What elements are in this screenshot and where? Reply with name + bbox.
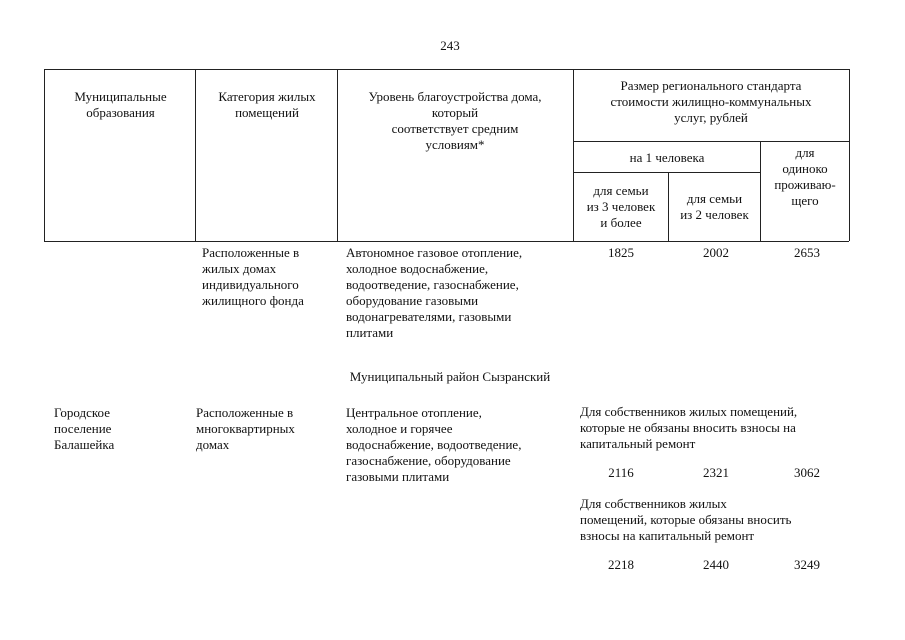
- col-border-0: [44, 69, 45, 241]
- header-category: Категория жилых помещений: [218, 89, 316, 120]
- page-number: 243: [440, 38, 460, 53]
- col-border-3: [573, 69, 574, 241]
- row1-value-single: 2653: [794, 245, 820, 260]
- row2b-value-single: 3249: [794, 557, 820, 572]
- col-border-2: [337, 69, 338, 241]
- header-municipalities: Муниципальные образования: [74, 89, 167, 120]
- row2b-value-family2: 2440: [703, 557, 729, 572]
- header-single-resident: для одиноко проживаю- щего: [774, 145, 836, 208]
- row2a-value-family2: 2321: [703, 465, 729, 480]
- row1-category: Расположенные в жилых домах индивидуального жилищного фонда: [202, 245, 304, 308]
- row2-level: Центральное отопление, холодное и горячее водоснабжение, водоотведение, газоснабжение, оборудование газовыми плитами: [346, 405, 522, 484]
- header-improvement-level: Уровень благоустройства дома, который соответствует средним условиям*: [368, 89, 542, 152]
- col-border-1: [195, 69, 196, 241]
- row2a-value-single: 3062: [794, 465, 820, 480]
- row2-municipality: Городское поселение Балашейка: [54, 405, 115, 452]
- header-family-2: для семьи из 2 человек: [680, 191, 749, 222]
- row1-value-family2: 2002: [703, 245, 729, 260]
- header-subdivider-per-person: [573, 172, 760, 173]
- row2-category: Расположенные в многоквартирных домах: [196, 405, 295, 452]
- table-top-border: [44, 69, 849, 70]
- row1-level: Автономное газовое отопление, холодное водоснабжение, водоотведение, газоснабжение, оборудование газовыми водонагревателями, газовыми плитами: [346, 245, 523, 340]
- row2b-value-family3: 2218: [608, 557, 634, 572]
- row2a-value-family3: 2116: [608, 465, 634, 480]
- district-heading: Муниципальный район Сызранский: [349, 369, 551, 384]
- header-standard-size: Размер регионального стандарта стоимости жилищно-коммунальных услуг, рублей: [610, 78, 812, 125]
- header-subdivider: [573, 141, 849, 142]
- row2-note-obliged: Для собственников жилых помещений, которые обязаны вносить взносы на капитальный ремонт: [580, 496, 792, 543]
- col-border-4: [668, 172, 669, 241]
- col-border-6: [849, 69, 850, 241]
- row2-note-not-obliged: Для собственников жилых помещений, которые не обязаны вносить взносы на капитальный ремонт: [580, 404, 798, 451]
- header-per-person: на 1 человека: [629, 150, 705, 165]
- table-header-bottom-border: [44, 241, 849, 242]
- header-family-3: для семьи из 3 человек и более: [586, 183, 656, 230]
- row1-value-family3: 1825: [608, 245, 634, 260]
- col-border-5: [760, 141, 761, 241]
